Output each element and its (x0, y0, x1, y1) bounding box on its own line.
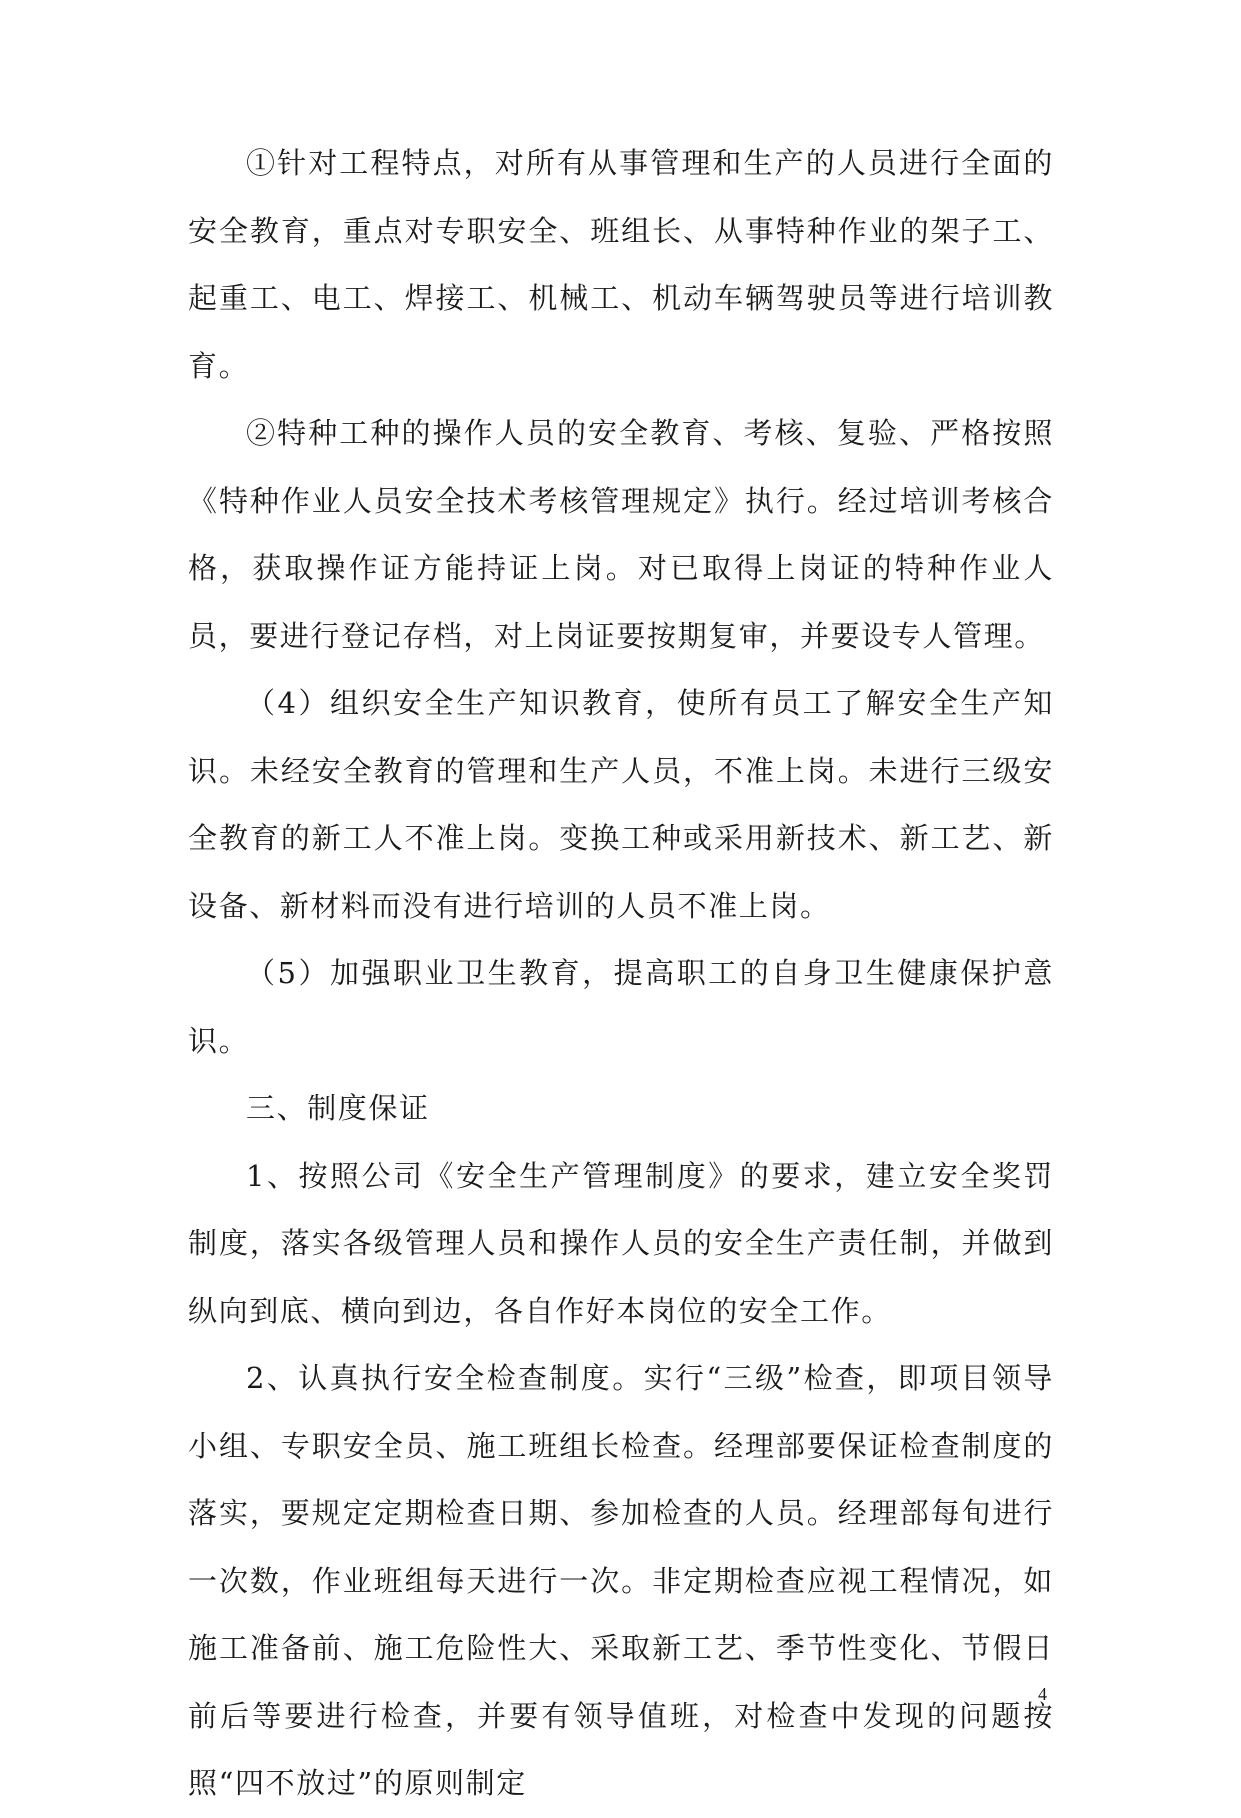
paragraph-reward-penalty-system: 1、按照公司《安全生产管理制度》的要求，建立安全奖罚制度，落实各级管理人员和操作人员的安全生产责任制，并做到纵向到底、横向到边，各自作好本岗位的安全工作。 (188, 1158, 1054, 1328)
paragraph-safety-inspection-system: 2、认真执行安全检查制度。实行“三级”检查，即项目领导小组、专职安全员、施工班组长检查。经理部要保证检查制度的落实，要规定定期检查日期、参加检查的人员。经理部每旬进行一次数，作业班组每天进行一次。非定期检查应视工程情况，如施工准备前、施工危险性大、采取新工艺、季节性变化、节假日前后等要进行检查，并要有领导值班，对检查中发现的问题按照“四不放过”的原则制定 (188, 1361, 1054, 1800)
page-body (188, 130, 1054, 1818)
paragraph-occupational-health: （5）加强职业卫生教育，提高职工的自身卫生健康保护意识。 (188, 956, 1054, 1058)
page-number: 4 (1038, 1684, 1047, 1704)
paragraph-safety-knowledge-education: （4）组织安全生产知识教育，使所有员工了解安全生产知识。未经安全教育的管理和生产人员，不准上岗。未进行三级安全教育的新工人不准上岗。变换工种或采用新技术、新工艺、新设备、新材料而没有进行培训的人员不准上岗。 (188, 686, 1054, 923)
paragraph-special-operators: ②特种工种的操作人员的安全教育、考核、复验、严格按照《特种作业人员安全技术考核管理规定》执行。经过培训考核合格，获取操作证方能持证上岗。对已取得上岗证的特种作业人员，要进行登记存档，对上岗证要按期复审，并要设专人管理。 (188, 416, 1054, 653)
paragraph-training-all-staff: ①针对工程特点，对所有从事管理和生产的人员进行全面的安全教育，重点对专职安全、班组长、从事特种作业的架子工、起重工、电工、焊接工、机械工、机动车辆驾驶员等进行培训教育。 (188, 146, 1054, 383)
section-heading-system-guarantee: 三、制度保证 (246, 1091, 430, 1125)
